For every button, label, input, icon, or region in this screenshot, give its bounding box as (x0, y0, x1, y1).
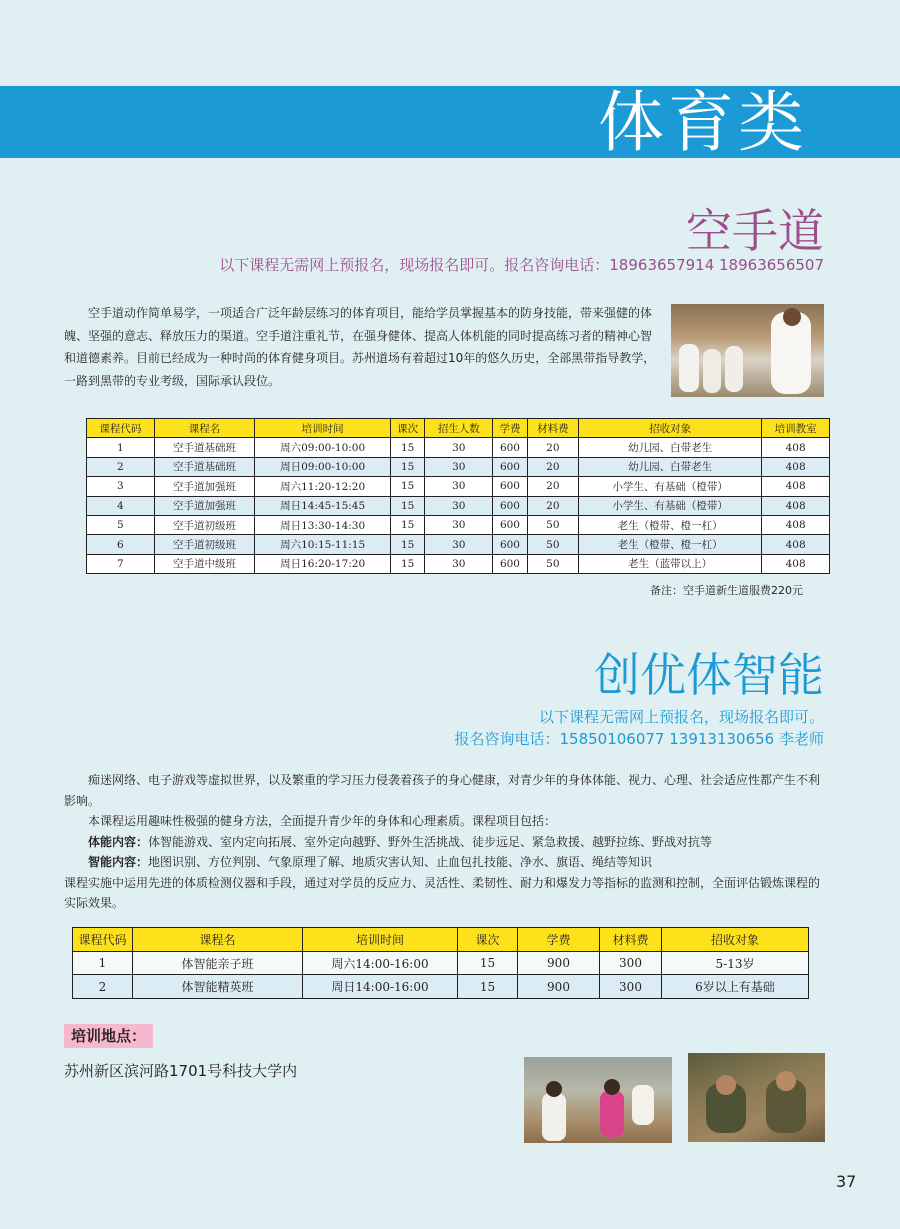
location-address: 苏州新区滨河路1701号科技大学内 (64, 1062, 298, 1080)
table-cell: 7 (87, 554, 155, 573)
table-cell: 408 (762, 535, 830, 554)
table-row (87, 515, 830, 534)
table-cell: 6岁以上有基础 (662, 975, 809, 999)
category-title: 体育类 (598, 84, 808, 161)
table-cell: 4 (87, 496, 155, 515)
table-cell: 20 (527, 457, 578, 476)
table-cell: 600 (493, 535, 528, 554)
fitness-schedule-table (72, 927, 809, 999)
table-cell: 600 (493, 554, 528, 573)
table-cell: 周日13:30-14:30 (255, 515, 390, 534)
table-cell: 周日09:00-10:00 (255, 457, 390, 476)
table-header-row (73, 928, 809, 952)
table-cell: 老生（橙带、橙一杠） (578, 515, 761, 534)
col-header: 课程代码 (73, 928, 133, 952)
table-cell: 空手道初级班 (154, 515, 255, 534)
table-cell: 周六09:00-10:00 (255, 438, 390, 457)
table-cell: 周六11:20-12:20 (255, 477, 390, 496)
table-cell: 2 (87, 457, 155, 476)
table-cell: 15 (390, 515, 425, 534)
karate-description: 空手道动作简单易学，一项适合广泛年龄层练习的体育项目，能给学员掌握基本的防身技能，带来强健的体魄、坚强的意志、释放压力的渠道。空手道注重礼节，在强身健体、提高人体机能的同时提高练习者的精神心智和道德素养。目前已经成为一种时尚的体育健身项目。苏州道场有着超过10年的悠久历史，全部黑带指导教学，一路到黑带的专业考级，国际承认段位。 (64, 306, 656, 388)
table-cell: 408 (762, 477, 830, 496)
intellect-label: 智能内容： (88, 855, 149, 869)
table-cell: 小学生、有基础（橙带） (578, 477, 761, 496)
table-cell: 20 (527, 496, 578, 515)
camouflage-kids-photo (688, 1053, 825, 1142)
table-cell: 408 (762, 496, 830, 515)
table-cell: 体智能亲子班 (133, 951, 303, 975)
table-cell: 15 (390, 535, 425, 554)
table-cell: 周日16:20-17:20 (255, 554, 390, 573)
karate-notice: 以下课程无需网上预报名，现场报名即可。报名咨询电话：18963657914 18963656507 (219, 256, 824, 274)
fitness-para-2: 本课程运用趣味性极强的健身方法，全面提升青少年的身体和心理素质。课程项目包括： (88, 814, 557, 828)
table-cell: 408 (762, 554, 830, 573)
karate-note: 备注：空手道新生道服费220元 (650, 584, 803, 597)
table-cell: 周六14:00-16:00 (303, 951, 458, 975)
fitness-para-3: 课程实施中运用先进的体质检测仪器和手段，通过对学员的反应力、灵活性、柔韧性、耐力和爆发力等指标的监测和控制，全面评估锻炼课程的实际效果。 (64, 875, 821, 910)
table-cell: 408 (762, 438, 830, 457)
col-header: 材料费 (527, 419, 578, 438)
col-header: 招生人数 (425, 419, 493, 438)
col-header: 培训时间 (303, 928, 458, 952)
table-cell: 20 (527, 477, 578, 496)
table-row (87, 438, 830, 457)
table-cell: 15 (458, 951, 518, 975)
col-header: 课程名 (133, 928, 303, 952)
table-cell: 30 (425, 457, 493, 476)
table-cell: 600 (493, 438, 528, 457)
karate-title: 空手道 (686, 204, 824, 258)
table-cell: 空手道基础班 (154, 457, 255, 476)
table-cell: 1 (87, 438, 155, 457)
table-row (73, 951, 809, 975)
table-cell: 15 (390, 554, 425, 573)
table-cell: 空手道基础班 (154, 438, 255, 457)
table-cell: 老生（橙带、橙一杠） (578, 535, 761, 554)
col-header: 课程名 (154, 419, 255, 438)
fitness-physical (64, 832, 824, 853)
table-cell: 30 (425, 438, 493, 457)
col-header: 招收对象 (578, 419, 761, 438)
table-cell: 600 (493, 496, 528, 515)
table-cell: 老生（蓝带以上） (578, 554, 761, 573)
table-cell: 30 (425, 554, 493, 573)
fitness-description (64, 770, 824, 914)
table-cell: 15 (458, 975, 518, 999)
table-cell: 幼儿园、白带老生 (578, 457, 761, 476)
location-label: 培训地点： (64, 1024, 153, 1048)
table-cell: 15 (390, 438, 425, 457)
table-cell: 900 (518, 951, 600, 975)
table-cell: 30 (425, 535, 493, 554)
table-cell: 空手道加强班 (154, 477, 255, 496)
table-cell: 15 (390, 457, 425, 476)
table-header-row (87, 419, 830, 438)
col-header: 课次 (390, 419, 425, 438)
table-cell: 5 (87, 515, 155, 534)
col-header: 课次 (458, 928, 518, 952)
fitness-para-1: 痴迷网络、电子游戏等虚拟世界，以及繁重的学习压力侵袭着孩子的身心健康，对青少年的身体体能、视力、心理、社会适应性都产生不利影响。 (64, 773, 821, 808)
table-cell: 900 (518, 975, 600, 999)
table-cell: 15 (390, 477, 425, 496)
table-row (87, 535, 830, 554)
fitness-title: 创优体智能 (594, 648, 824, 702)
fitness-contact: 报名咨询电话：15850106077 13913130656 李老师 (454, 730, 824, 748)
table-cell: 600 (493, 515, 528, 534)
table-cell: 300 (600, 975, 662, 999)
table-cell: 50 (527, 554, 578, 573)
table-row (87, 457, 830, 476)
table-cell: 小学生、有基础（橙带） (578, 496, 761, 515)
table-row (87, 554, 830, 573)
table-row (87, 477, 830, 496)
table-row (73, 975, 809, 999)
table-cell: 周日14:00-16:00 (303, 975, 458, 999)
running-kids-photo (524, 1057, 672, 1143)
table-cell: 幼儿园、白带老生 (578, 438, 761, 457)
table-cell: 600 (493, 477, 528, 496)
table-cell: 5-13岁 (662, 951, 809, 975)
table-row (87, 496, 830, 515)
table-cell: 600 (493, 457, 528, 476)
karate-photo (671, 304, 824, 397)
col-header: 材料费 (600, 928, 662, 952)
table-cell: 2 (73, 975, 133, 999)
col-header: 学费 (493, 419, 528, 438)
table-cell: 体智能精英班 (133, 975, 303, 999)
table-cell: 1 (73, 951, 133, 975)
fitness-notice: 以下课程无需网上预报名，现场报名即可。 (538, 708, 824, 726)
table-cell: 50 (527, 535, 578, 554)
table-cell: 空手道中级班 (154, 554, 255, 573)
table-cell: 408 (762, 457, 830, 476)
table-cell: 空手道加强班 (154, 496, 255, 515)
table-cell: 30 (425, 477, 493, 496)
table-cell: 50 (527, 515, 578, 534)
table-cell: 408 (762, 515, 830, 534)
table-cell: 6 (87, 535, 155, 554)
page-number: 37 (836, 1172, 857, 1191)
physical-label: 体能内容： (88, 834, 149, 849)
table-cell: 空手道初级班 (154, 535, 255, 554)
table-cell: 30 (425, 515, 493, 534)
table-cell: 300 (600, 951, 662, 975)
table-cell: 30 (425, 496, 493, 515)
col-header: 培训教室 (762, 419, 830, 438)
col-header: 学费 (518, 928, 600, 952)
col-header: 招收对象 (662, 928, 809, 952)
karate-schedule-table (86, 418, 830, 574)
table-cell: 20 (527, 438, 578, 457)
col-header: 课程代码 (87, 419, 155, 438)
fitness-intellect (64, 852, 824, 873)
table-cell: 周六10:15-11:15 (255, 535, 390, 554)
table-cell: 周日14:45-15:45 (255, 496, 390, 515)
intellect-text: 地图识别、方位判别、气象原理了解、地质灾害认知、止血包扎技能、净水、旗语、绳结等知识 (148, 855, 653, 869)
physical-text: 体智能游戏、室内定向拓展、室外定向越野、野外生活挑战、徒步远足、紧急救援、越野拉练、野战对抗等 (148, 834, 713, 849)
table-cell: 3 (87, 477, 155, 496)
col-header: 培训时间 (255, 419, 390, 438)
table-cell: 15 (390, 496, 425, 515)
